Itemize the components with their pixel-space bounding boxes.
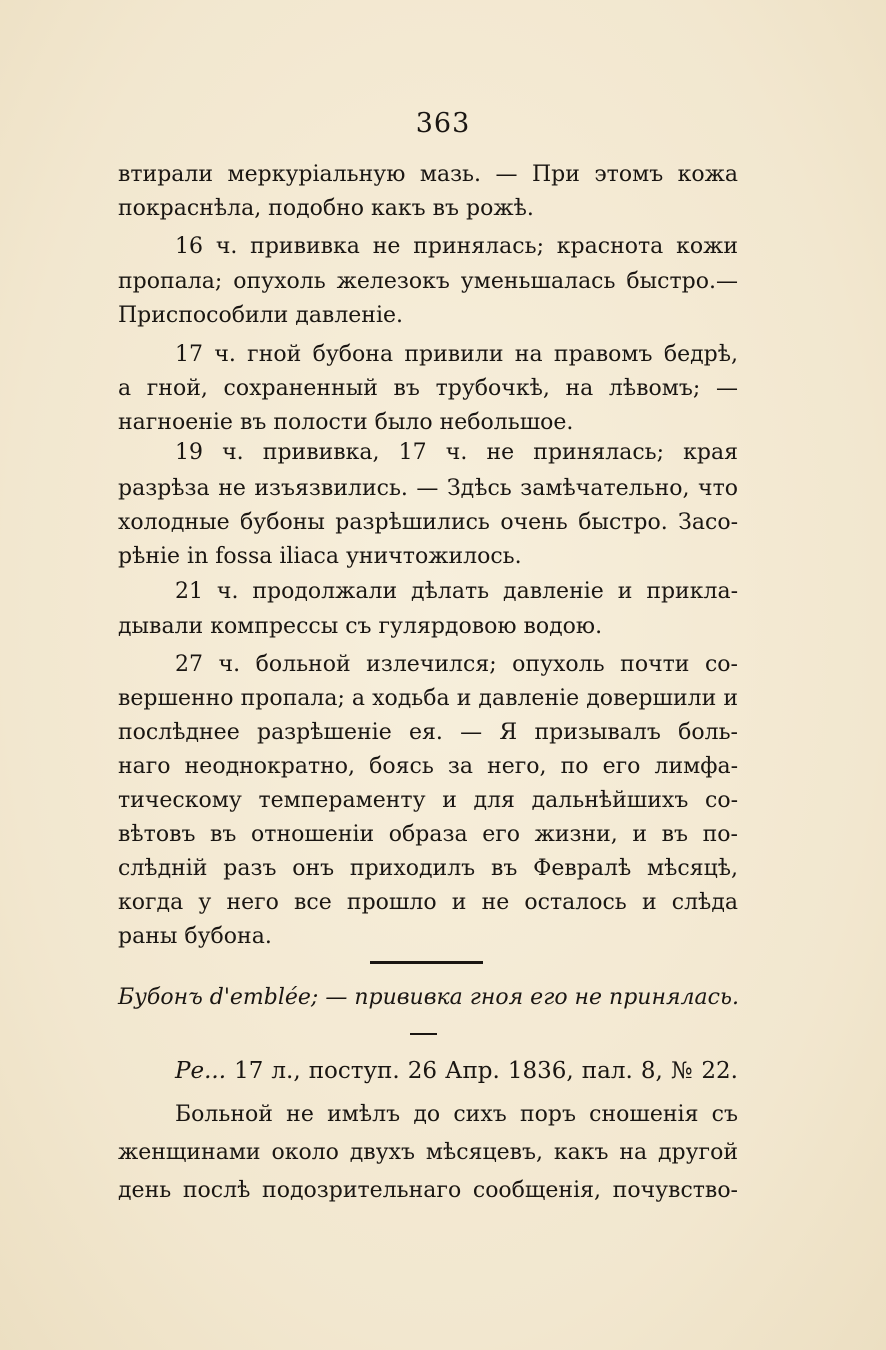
section-heading: Бубонъ d'emblée; — прививка гноя его не принялась. bbox=[118, 985, 739, 1010]
text-line: наго неоднократно, боясь за него, по его лимфа- bbox=[118, 754, 738, 779]
patient-details: 17 л., поступ. 26 Апр. 1836, пал. 8, № 22. bbox=[234, 1058, 738, 1084]
page-number: 363 bbox=[415, 108, 471, 139]
text-line: а гной, сохраненный въ трубочкѣ, на лѣвомъ; — bbox=[118, 376, 738, 401]
text-line: 17 ч. гной бубона привили на правомъ бедрѣ, bbox=[175, 342, 738, 367]
text-line: тическому темпераменту и для дальнѣйшихъ со- bbox=[118, 788, 738, 813]
text-line: 27 ч. больной излечился; опухоль почти со- bbox=[175, 652, 738, 677]
text-line: покраснѣла, подобно какъ въ рожѣ. bbox=[118, 196, 534, 221]
text-line: вѣтовъ въ отношеніи образа его жизни, и въ по- bbox=[118, 822, 738, 847]
text-line: 21 ч. продолжали дѣлать давленіе и прикла- bbox=[175, 579, 738, 604]
text-line: нагноеніе въ полости было небольшое. bbox=[118, 410, 574, 435]
patient-name: Ре... bbox=[175, 1058, 227, 1084]
text-line: Больной не имѣлъ до сихъ поръ сношенія съ bbox=[175, 1102, 738, 1127]
text-line: день послѣ подозрительнаго сообщенія, почувство- bbox=[118, 1178, 738, 1203]
text-line: вершенно пропала; а ходьба и давленіе довершили и bbox=[118, 686, 738, 711]
text-line: когда у него все прошло и не осталось и слѣда bbox=[118, 890, 738, 915]
text-line: 16 ч. прививка не принялась; краснота кожи bbox=[175, 234, 738, 259]
text-line: пропала; опухоль железокъ уменьшалась быстро.— bbox=[118, 269, 738, 294]
text-line: 19 ч. прививка, 17 ч. не принялась; края bbox=[175, 440, 738, 465]
text-line: втирали меркуріальную мазь. — При этомъ кожа bbox=[118, 162, 738, 187]
text-line: женщинами около двухъ мѣсяцевъ, какъ на другой bbox=[118, 1140, 738, 1165]
text-line: Приспособили давленіе. bbox=[118, 303, 404, 328]
section-divider bbox=[370, 961, 483, 964]
text-line: рѣніе in fossa iliaca уничтожилось. bbox=[118, 544, 522, 569]
text-line: разрѣза не изъязвились. — Здѣсь замѣчательно, что bbox=[118, 476, 738, 501]
text-line: раны бубона. bbox=[118, 924, 272, 949]
text-line: послѣднее разрѣшеніе ея. — Я призывалъ боль- bbox=[118, 720, 738, 745]
heading-divider bbox=[410, 1033, 437, 1035]
text-line: холодные бубоны разрѣшились очень быстро. Засо- bbox=[118, 510, 738, 535]
text-line: дывали компрессы съ гулярдовою водою. bbox=[118, 614, 603, 639]
case-header bbox=[175, 1055, 738, 1087]
text-line: слѣдній разъ онъ приходилъ въ Февралѣ мѣсяцѣ, bbox=[118, 856, 738, 881]
